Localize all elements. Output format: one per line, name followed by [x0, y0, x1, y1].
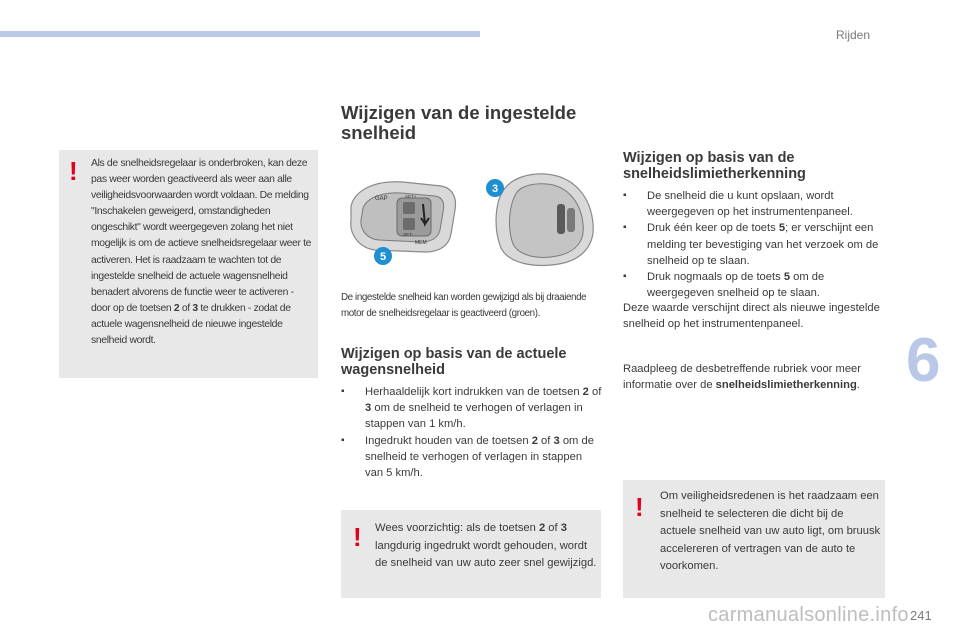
svg-text:5: 5: [379, 251, 387, 263]
warning-icon: !: [635, 492, 644, 522]
page-number: 241: [910, 608, 932, 623]
list-item: ▪ Herhaaldelijk kort indrukken van de toetsen 2 of 3 om de snelheid te verhogen of verlagen in stappen van 1 km/h.: [341, 386, 602, 431]
set-minus-label: SET-: [403, 232, 414, 237]
chapter-number: 6: [906, 326, 941, 395]
cruise-control-stalk-figure: [345, 168, 601, 270]
set-plus-label: SET+: [405, 194, 417, 199]
bullet-icon: ▪: [623, 271, 627, 283]
bullet-icon: ▪: [623, 222, 627, 234]
warning-note-text: Als de snelheidsregelaar is onderbroken, kan deze pas weer worden geactiveerd als weer aan alle veiligheidsvoorwaarden wordt voldaan. De melding "Inschakelen geweigerd, omstandigheden ongeschikt" wordt weergegeven zolang het niet mogelijk is om de actieve snelheidsregelaar weer te activeren. Het is raadzaam te wachten tot de ingestelde snelheid de actuele wagensnelheid benadert alvorens de functie weer te activeren - door op de toetsen 2 of 3 te drukken - zodat de actuele wagensnelheid de nieuwe ingestelde snelheid wordt.: [91, 158, 312, 347]
actual-speed-list: [341, 384, 603, 481]
warning-note-right: [623, 480, 885, 598]
speed-limit-list: [623, 188, 885, 301]
warning-note-text: Wees voorzichtig: als de toetsen 2 of 3 langdurig ingedrukt wordt gehouden, wordt de snelheid van uw auto zeer snel gewijzigd.: [375, 522, 597, 569]
list-item: ▪ Ingedrukt houden van de toetsen 2 of 3 om de snelheid te verhogen of verlagen in stappen van 5 km/h.: [341, 434, 594, 480]
speed-limit-after-text: Deze waarde verschijnt direct als nieuwe ingestelde snelheid op het instrumentenpaneel.: [623, 302, 880, 331]
section-title-speed-limit: Wijzigen op basis van de snelheidslimietherkenning: [623, 150, 806, 182]
watermark: carmanualsonline.info: [708, 604, 909, 626]
badge-3: [486, 179, 504, 197]
svg-text:3: 3: [491, 183, 499, 195]
warning-note-mid: [341, 510, 601, 598]
refer-text: Raadpleeg de desbetreffende rubriek voor meer informatie over de snelheidslimietherkenning.: [623, 363, 861, 392]
header-accent-bar: [0, 31, 480, 37]
badge-5: [374, 247, 392, 265]
list-item: ▪ Druk één keer op de toets 5; er verschijnt een melding ter bevestiging van het verzoek om de snelheid op te slaan.: [623, 222, 879, 267]
section-title-actual-speed: Wijzigen op basis van de actuele wagensnelheid: [341, 346, 567, 378]
list-item: ▪ De snelheid die u kunt opslaan, wordt weergegeven op het instrumentenpaneel.: [623, 190, 853, 219]
warning-icon: !: [353, 522, 362, 552]
list-item: ▪ Druk nogmaals op de toets 5 om de weergegeven snelheid op te slaan.: [623, 271, 825, 300]
page-title: Wijzigen van de ingestelde snelheid: [341, 102, 577, 143]
warning-note-left: [59, 150, 318, 378]
bullet-icon: ▪: [341, 386, 345, 397]
section-label: Rijden: [836, 28, 871, 42]
bullet-icon: ▪: [341, 434, 345, 446]
warning-icon: !: [69, 156, 78, 186]
bullet-icon: ▪: [623, 190, 627, 201]
gap-label: GAP: [375, 196, 388, 202]
figure-caption: De ingestelde snelheid kan worden gewijzigd als bij draaiende motor de snelheidsregelaar is geactiveerd (groen).: [341, 292, 587, 319]
mem-label: MEM: [415, 240, 427, 246]
warning-note-text: Om veiligheidsredenen is het raadzaam een snelheid te selecteren die dicht bij de actuele snelheid van uw auto ligt, om bruusk accelereren of vertragen van de auto te voorkomen.: [660, 490, 881, 572]
